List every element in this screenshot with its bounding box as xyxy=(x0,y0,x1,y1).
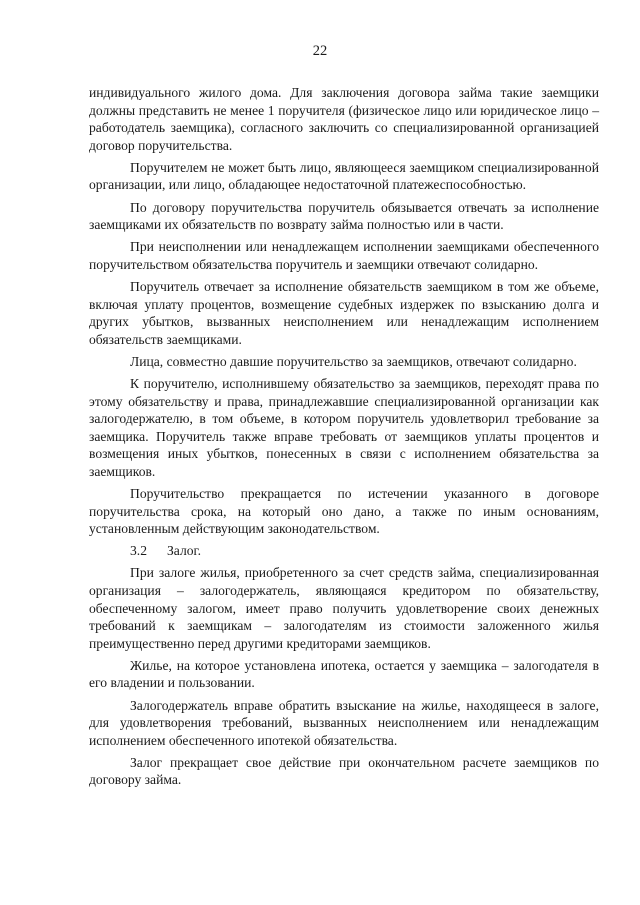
paragraph: Залог прекращает свое действие при окончательном расчете заемщиков по договору займа. xyxy=(89,754,599,788)
section-heading xyxy=(89,542,599,560)
paragraph: Поручительство прекращается по истечении указанного в договоре поручительства срока, на который оно дано, а также по иным основаниям, установленным действующим законодательством. xyxy=(89,485,599,537)
paragraph: При залоге жилья, приобретенного за счет средств займа, специализированная организация – залогодержатель, являющаяся кредитором по обязательству, обеспеченному залогом, имеет право получить удовлетворение своих денежных требований к заемщикам – залогодателям из стоимости заложенного жилья преимущественно перед другими кредиторами заемщиков. xyxy=(89,565,599,651)
paragraph: По договору поручительства поручитель обязывается отвечать за исполнение заемщиками их обязательств по возврату займа полностью или в части. xyxy=(89,199,599,233)
paragraph: Поручителем не может быть лицо, являющееся заемщиком специализированной организации, или лицо, обладающее недостаточной платежеспособностью. xyxy=(89,159,599,193)
paragraph: Лица, совместно давшие поручительство за заемщиков, отвечают солидарно. xyxy=(130,353,577,369)
section-title: Залог. xyxy=(167,543,201,559)
section-number: 3.2 xyxy=(130,543,147,559)
paragraph: При неисполнении или ненадлежащем исполнении заемщиками обеспеченного поручительством обязательства поручитель и заемщики отвечают солидарно. xyxy=(89,239,599,272)
paragraph: Поручитель отвечает за исполнение обязательств заемщиком в том же объеме, включая уплату процентов, возмещение судебных издержек по взысканию долга и других убытков, вызванных неисполнением или ненадлежащим исполнением обязательств заемщиками. xyxy=(89,278,599,347)
paragraph: индивидуального жилого дома. Для заключения договора займа такие заемщики должны представить не менее 1 поручителя (физическое лицо или юридическое лицо – работодатель заемщика), согласного заключить со специализированной организацией договор поручительства. xyxy=(89,85,599,153)
page-number: 22 xyxy=(312,43,328,59)
paragraph: Залогодержатель вправе обратить взыскание на жилье, находящееся в залоге, для удовлетворения требований, вызванных неисполнением или ненадлежащим исполнением обеспеченного ипотекой обязательства. xyxy=(89,697,599,748)
document-body xyxy=(89,84,599,793)
paragraph: Жилье, на которое установлена ипотека, остается у заемщика – залогодателя в его владении и пользовании. xyxy=(89,657,599,691)
paragraph: К поручителю, исполнившему обязательство за заемщиков, переходят права по этому обязательству и права, принадлежавшие специализированной организации как залогодержателю, в том объеме, в котором поручитель удовлетворил требование за заемщика. Поручитель также вправе требовать от заемщиков уплаты процентов и возмещения иных убытков, понесенных в связи с исполнением обязательства за заемщиков. xyxy=(89,375,599,479)
